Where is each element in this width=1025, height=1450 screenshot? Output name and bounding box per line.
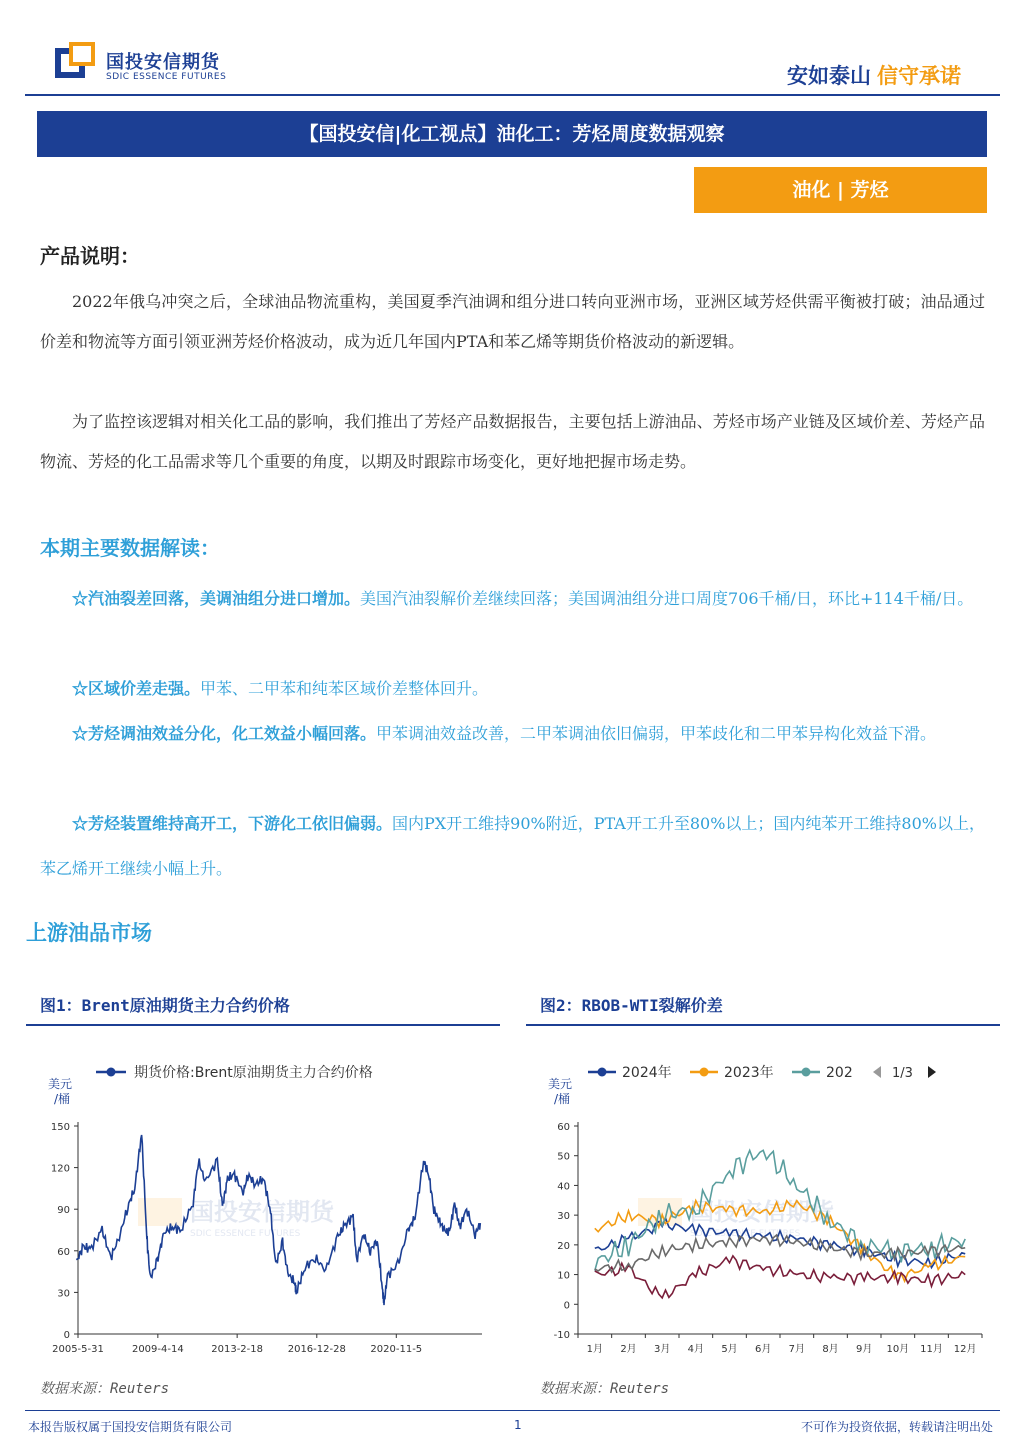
x-tick-label: 4月: [687, 1344, 705, 1355]
x-tick-label: 2005-5-31: [52, 1344, 104, 1355]
x-tick-label: 8月: [822, 1344, 839, 1355]
y-tick-label: 10: [557, 1270, 570, 1282]
footer-divider: [25, 1410, 1000, 1411]
y-tick-label: 60: [57, 1246, 70, 1258]
y-tick-label: 30: [557, 1211, 570, 1223]
y-axis-label: 美元: [548, 1077, 573, 1091]
highlight-bold: ☆区域价差走强。: [72, 679, 201, 698]
report-title: 【国投安信|化工视点】油化工：芳烃周度数据观察: [37, 111, 987, 157]
logo-icon: [55, 42, 95, 82]
highlight-text: 甲苯、二甲苯和纯苯区域价差整体回升。: [200, 679, 489, 698]
legend-label: 2024年: [622, 1065, 672, 1081]
y-tick-label: 60: [557, 1122, 570, 1133]
y-tick-label: 20: [557, 1240, 570, 1252]
rbob-wti-crack-chart: [526, 1050, 1000, 1370]
series-line-4: [595, 1256, 965, 1298]
watermark-text: 国投安信期货: [690, 1198, 834, 1226]
figure2-source: 数据来源：Reuters: [540, 1381, 670, 1397]
x-tick-label: 2020-11-5: [370, 1344, 423, 1355]
highlight-bold: ☆汽油裂差回落，美调油组分进口增加。: [72, 589, 361, 608]
y-tick-label: 0: [63, 1330, 70, 1341]
slogan-part1: 安如泰山: [787, 64, 871, 88]
legend-marker: [598, 1068, 607, 1077]
highlight-bold: ☆芳烃调油效益分化，化工效益小幅回落。: [72, 724, 377, 743]
x-tick-label: 10月: [886, 1344, 910, 1355]
figure2-rule: [526, 1024, 1000, 1026]
watermark-subtext: SDIC ESSENCE FUTURES: [190, 1229, 301, 1239]
figure2-title: 图2：RBOB-WTI裂解价差: [540, 996, 723, 1015]
highlight-item: [40, 666, 985, 711]
x-tick-label: 9月: [855, 1344, 873, 1355]
legend-prev-icon: [873, 1066, 881, 1078]
y-tick-label: 40: [557, 1181, 570, 1193]
x-tick-label: 2月: [620, 1344, 637, 1355]
legend-marker: [802, 1068, 811, 1077]
highlight-item: [40, 801, 985, 891]
upstream-section-heading: 上游油品市场: [26, 920, 152, 945]
page-header: [0, 0, 1025, 100]
x-tick-label: 2016-12-28: [287, 1344, 346, 1355]
legend-label: 202: [826, 1065, 853, 1081]
y-tick-label: 150: [50, 1122, 70, 1133]
figure1-source: 数据来源：Reuters: [40, 1381, 170, 1397]
x-tick-label: 11月: [920, 1344, 943, 1355]
legend-page: 1/3: [892, 1066, 913, 1081]
y-tick-label: 50: [557, 1151, 570, 1163]
y-axis-label-unit: /桶: [54, 1092, 71, 1106]
highlight-text: 国内PX开工维持90%附近，PTA开工升至80%以上；国内纯苯开工维持80%以上，苯乙烯开工继续小幅上升。: [40, 814, 985, 878]
x-tick-label: 1月: [586, 1344, 604, 1355]
figure1-rule: [26, 1024, 500, 1026]
y-tick-label: 90: [57, 1205, 70, 1217]
brent-price-chart: [26, 1050, 500, 1370]
y-axis-label-unit: /桶: [554, 1092, 571, 1106]
x-tick-label: 3月: [653, 1344, 671, 1355]
legend-label: 2023年: [724, 1065, 774, 1081]
logo-chinese-name: 国投安信期货: [106, 52, 220, 73]
highlight-bold: ☆芳烃装置维持高开工，下游化工依旧偏弱。: [72, 814, 393, 833]
x-tick-label: 7月: [788, 1344, 806, 1355]
product-paragraph-2: 为了监控该逻辑对相关化工品的影响，我们推出了芳烃产品数据报告，主要包括上游油品、芳烃市场产业链及区域价差、芳烃产品物流、芳烃的化工品需求等几个重要的角度，以期及时跟踪市场变化，更好地把握市场走势。: [40, 412, 985, 471]
watermark-subtext: SDIC ESSENCE FUTURES: [690, 1229, 801, 1239]
header-divider: [25, 94, 1000, 96]
y-tick-label: 120: [50, 1163, 70, 1175]
figure1-title: 图1：Brent原油期货主力合约价格: [40, 996, 290, 1015]
category-tag: 油化 | 芳烃: [694, 167, 987, 213]
x-tick-label: 2009-4-14: [131, 1344, 184, 1355]
highlight-text: 美国汽油裂解价差继续回落；美国调油组分进口周度706千桶/日，环比+114千桶/日。: [360, 589, 974, 608]
page-number: 1: [514, 1418, 522, 1432]
x-tick-label: 2013-2-18: [211, 1344, 264, 1355]
legend-marker: [107, 1068, 116, 1077]
product-paragraph-1: 2022年俄乌冲突之后，全球油品物流重构，美国夏季汽油调和组分进口转向亚洲市场，亚洲区域芳烃供需平衡被打破；油品通过价差和物流等方面引领亚洲芳烃价格波动，成为近几年国内PTA和苯乙烯等期货价格波动的新逻辑。: [40, 292, 985, 351]
highlights-heading: 本期主要数据解读：: [40, 536, 220, 560]
product-heading: 产品说明：: [40, 244, 140, 268]
footer-disclaimer: 不可作为投资依据，转载请注明出处: [800, 1420, 993, 1434]
x-tick-label: 12月: [953, 1344, 977, 1355]
footer-copyright: 本报告版权属于国投安信期货有限公司: [28, 1420, 233, 1434]
y-tick-label: 0: [563, 1300, 570, 1312]
legend-label: 期货价格:Brent原油期货主力合约价格: [134, 1065, 373, 1081]
y-tick-label: 30: [57, 1288, 70, 1300]
highlight-text: 甲苯调油效益改善，二甲苯调油依旧偏弱，甲苯歧化和二甲苯异构化效益下滑。: [376, 724, 937, 743]
slogan-part2: 信守承诺: [877, 64, 961, 88]
legend-next-icon: [928, 1066, 936, 1078]
legend-marker: [700, 1068, 709, 1077]
x-tick-label: 6月: [754, 1344, 772, 1355]
y-axis-label: 美元: [48, 1077, 73, 1091]
y-tick-label: -10: [553, 1330, 570, 1341]
logo-english-name: SDIC ESSENCE FUTURES: [106, 72, 227, 82]
highlight-item: [40, 711, 985, 756]
slogan: [787, 60, 961, 90]
highlight-item: [40, 576, 985, 621]
watermark-text: 国投安信期货: [190, 1198, 334, 1226]
x-tick-label: 5月: [721, 1344, 738, 1355]
